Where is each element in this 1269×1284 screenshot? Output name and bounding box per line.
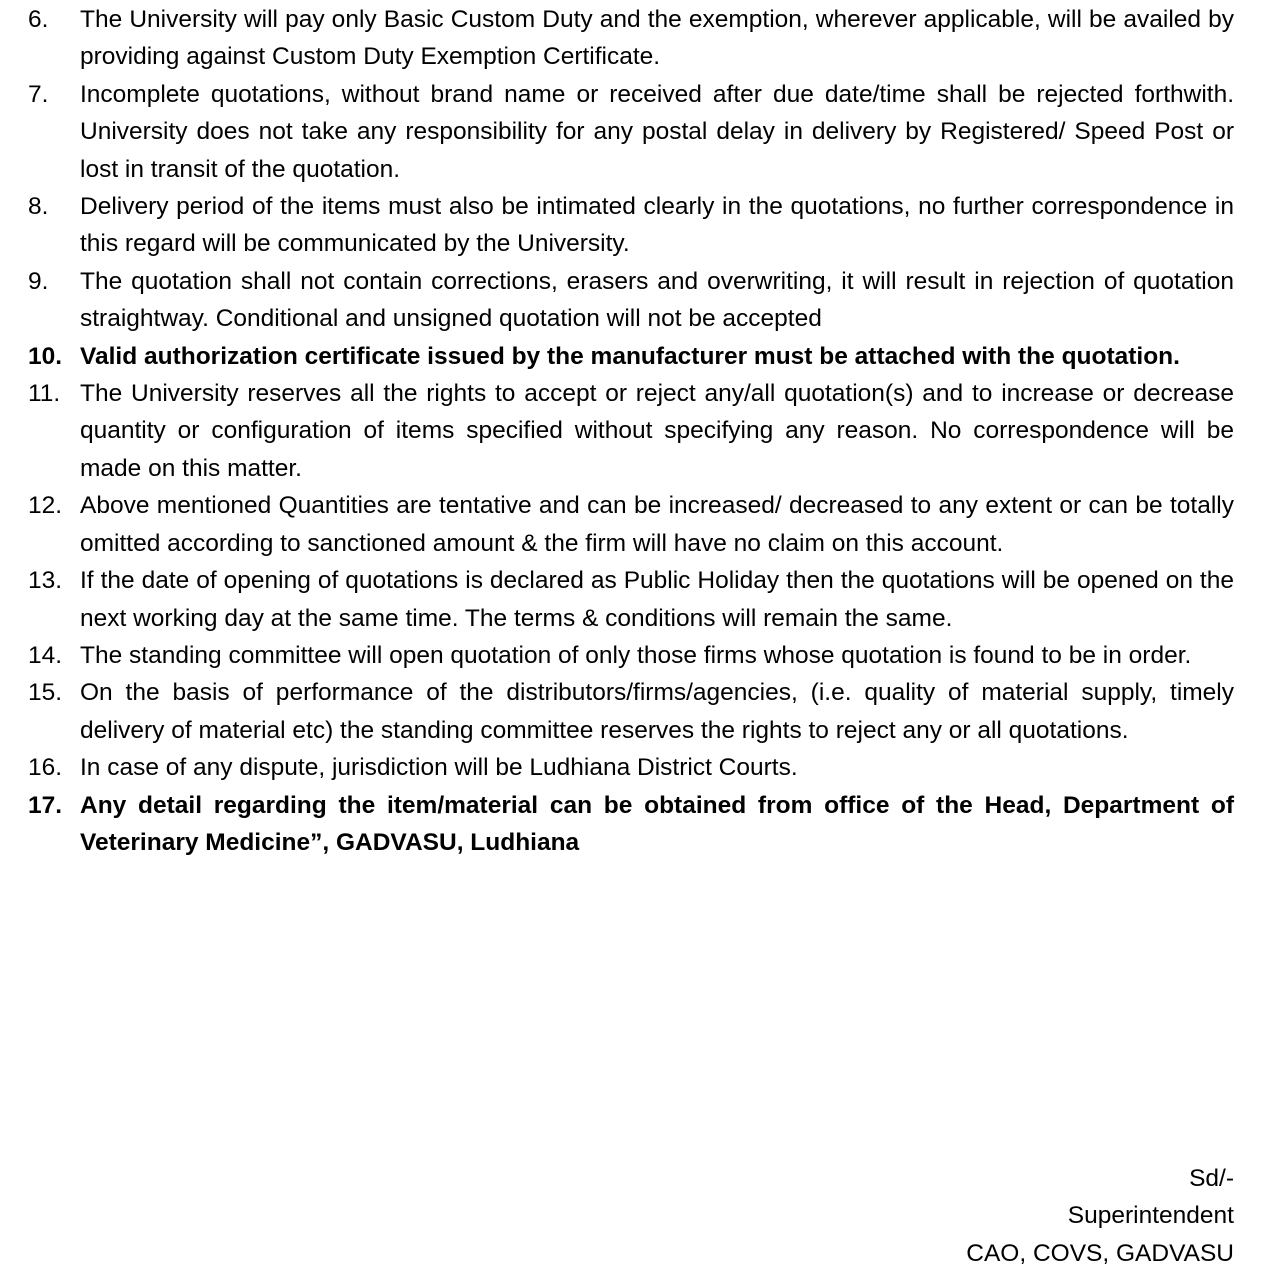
term-text: The University reserves all the rights to accept or reject any/all quotation(s) and to increase or decrease quantity or configuration of items specified without specifying any reason. No correspondence will be made on this matter. bbox=[80, 380, 1234, 482]
term-text: The standing committee will open quotation of only those firms whose quotation is found to be in order. bbox=[80, 641, 1192, 669]
term-number: 11. bbox=[28, 380, 61, 408]
term-text: If the date of opening of quotations is declared as Public Holiday then the quotations will be opened on the next working day at the same time. The terms & conditions will remain the same. bbox=[80, 567, 1234, 632]
term-text: Delivery period of the items must also be intimated clearly in the quotations, no further correspondence in this regard will be communicated by the University. bbox=[80, 193, 1234, 258]
term-item bbox=[28, 76, 1234, 188]
term-number: 8. bbox=[28, 193, 49, 221]
term-item bbox=[28, 263, 1234, 338]
term-number: 13. bbox=[28, 567, 63, 595]
term-number: 10. bbox=[28, 342, 63, 370]
term-item bbox=[28, 188, 1234, 263]
term-text: The University will pay only Basic Custom Duty and the exemption, wherever applicable, will be availed by providing against Custom Duty Exemption Certificate. bbox=[80, 6, 1234, 71]
signature-block bbox=[966, 1160, 1234, 1272]
term-item bbox=[28, 749, 1234, 786]
term-text: In case of any dispute, jurisdiction will be Ludhiana District Courts. bbox=[80, 754, 798, 782]
term-item bbox=[28, 487, 1234, 562]
signature-sd: Sd/- bbox=[1189, 1165, 1234, 1192]
term-number: 12. bbox=[28, 492, 63, 520]
term-number: 17. bbox=[28, 791, 63, 819]
term-number: 14. bbox=[28, 641, 63, 669]
term-number: 9. bbox=[28, 267, 49, 295]
term-number: 7. bbox=[28, 80, 49, 108]
term-text: The quotation shall not contain corrections, erasers and overwriting, it will result in rejection of quotation straightway. Conditional and unsigned quotation will not be accepted bbox=[80, 267, 1234, 333]
term-text: Valid authorization certificate issued by the manufacturer must be attached with the quotation. bbox=[80, 342, 1180, 370]
term-item bbox=[28, 787, 1234, 862]
term-item bbox=[28, 1, 1234, 76]
signature-designation: Superintendent bbox=[1067, 1202, 1234, 1230]
term-item bbox=[28, 562, 1234, 637]
term-number: 15. bbox=[28, 679, 63, 707]
term-text: Incomplete quotations, without brand name or received after due date/time shall be rejected forthwith. University does not take any responsibility for any postal delay in delivery by Registered/ Speed Post or lost in transit of the quotation. bbox=[80, 80, 1234, 183]
term-text: Any detail regarding the item/material can be obtained from office of the Head, Department of Veterinary Medicine”, GADVASU, Ludhiana bbox=[80, 791, 1234, 856]
term-text: On the basis of performance of the distributors/firms/agencies, (i.e. quality of material supply, timely delivery of material etc) the standing committee reserves the rights to reject any or all quotations. bbox=[80, 679, 1234, 744]
term-item bbox=[28, 338, 1234, 375]
term-number: 6. bbox=[28, 6, 49, 33]
signature-office: CAO, COVS, GADVASU bbox=[966, 1239, 1234, 1267]
terms-conditions-list bbox=[28, 1, 1234, 861]
term-item bbox=[28, 637, 1234, 674]
term-item bbox=[28, 674, 1234, 749]
term-text: Above mentioned Quantities are tentative and can be increased/ decreased to any extent or can be totally omitted according to sanctioned amount & the firm will have no claim on this account. bbox=[80, 492, 1234, 557]
term-number: 16. bbox=[28, 754, 63, 782]
term-item bbox=[28, 375, 1234, 487]
